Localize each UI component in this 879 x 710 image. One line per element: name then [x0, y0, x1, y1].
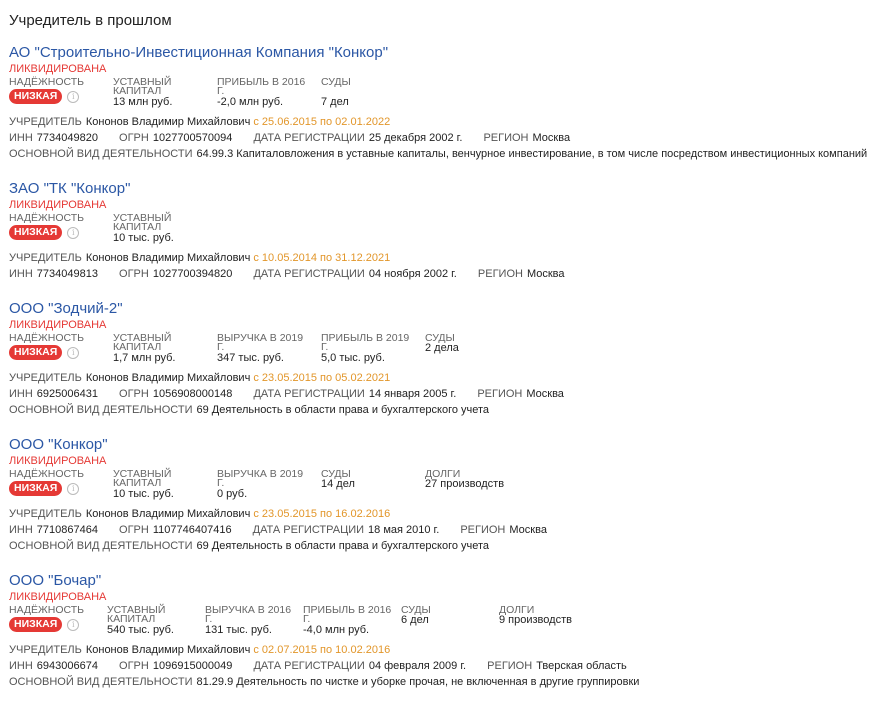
activity-row: ОСНОВНОЙ ВИД ДЕЯТЕЛЬНОСТИ 64.99.3 Капиталовложения в уставные капиталы, венчурное инвестирование, в том числе посредством инвестиционных компаний	[9, 148, 868, 160]
status-label: ЛИКВИДИРОВАНА	[9, 591, 107, 603]
revenue-metric: ВЫРУЧКА В 2019 Г. 0 руб.	[217, 468, 304, 500]
info-icon[interactable]: i	[67, 91, 79, 103]
profit-metric: ПРИБЫЛЬ В 2016 Г. -4,0 млн руб.	[303, 604, 392, 636]
founder-row: УЧРЕДИТЕЛЬ Кононов Владимир Михайлович с 25.06.2015 по 02.01.2022	[9, 116, 391, 128]
capital-metric: УСТАВНЫЙ КАПИТАЛ 1,7 млн руб.	[113, 332, 176, 364]
company-name-link[interactable]: ООО "Бочар"	[9, 572, 102, 589]
founder-period: с 10.05.2014 по 31.12.2021	[253, 252, 391, 264]
reliability-metric: НАДЁЖНОСТЬ НИЗКАЯ i	[9, 76, 85, 102]
reliability-metric: НАДЁЖНОСТЬ НИЗКАЯ i	[9, 468, 85, 494]
metrics-row	[9, 334, 879, 370]
courts-metric: СУДЫ 2 дела	[425, 332, 459, 354]
founder-row: УЧРЕДИТЕЛЬ Кононов Владимир Михайлович с 02.07.2015 по 10.02.2016	[9, 644, 391, 656]
founder-period: с 23.05.2015 по 16.02.2016	[253, 508, 391, 520]
reliability-metric: НАДЁЖНОСТЬ НИЗКАЯ i	[9, 212, 85, 238]
activity-row: ОСНОВНОЙ ВИД ДЕЯТЕЛЬНОСТИ 69 Деятельность в области права и бухгалтерского учета	[9, 404, 490, 416]
registration-row: ИНН 7734049813 ОГРН 1027700394820 ДАТА РЕГИСТРАЦИИ 04 ноября 2002 г. РЕГИОН Москва	[9, 268, 565, 280]
registration-row: ИНН 6943006674 ОГРН 1096915000049 ДАТА РЕГИСТРАЦИИ 04 февраля 2009 г. РЕГИОН Тверская область	[9, 660, 627, 672]
registration-row: ИНН 7710867464 ОГРН 1107746407416 ДАТА РЕГИСТРАЦИИ 18 мая 2010 г. РЕГИОН Москва	[9, 524, 547, 536]
founder-period: с 23.05.2015 по 05.02.2021	[253, 372, 391, 384]
company-card	[9, 44, 879, 162]
founder-row: УЧРЕДИТЕЛЬ Кононов Владимир Михайлович с 10.05.2014 по 31.12.2021	[9, 252, 391, 264]
profit-metric: ПРИБЫЛЬ В 2016 Г. -2,0 млн руб.	[217, 76, 306, 108]
capital-metric: УСТАВНЫЙ КАПИТАЛ 10 тыс. руб.	[113, 212, 174, 244]
capital-metric: УСТАВНЫЙ КАПИТАЛ 10 тыс. руб.	[113, 468, 174, 500]
reliability-metric: НАДЁЖНОСТЬ НИЗКАЯ i	[9, 604, 85, 630]
founder-link[interactable]: Кононов Владимир Михайлович	[85, 508, 251, 520]
company-name-link[interactable]: ЗАО "ТК "Конкор"	[9, 180, 131, 197]
founder-link[interactable]: Кононов Владимир Михайлович	[85, 644, 251, 656]
section-title: Учредитель в прошлом	[9, 12, 172, 29]
courts-metric: СУДЫ 14 дел	[321, 468, 355, 490]
company-card	[9, 180, 879, 282]
reliability-badge: НИЗКАЯ	[9, 89, 62, 104]
founder-period: с 25.06.2015 по 02.01.2022	[253, 116, 391, 128]
reliability-badge: НИЗКАЯ	[9, 225, 62, 240]
debts-metric: ДОЛГИ 27 производств	[425, 468, 505, 490]
founder-row: УЧРЕДИТЕЛЬ Кононов Владимир Михайлович с 23.05.2015 по 16.02.2016	[9, 508, 391, 520]
info-icon[interactable]: i	[67, 619, 79, 631]
founder-link[interactable]: Кононов Владимир Михайлович	[85, 372, 251, 384]
founder-row: УЧРЕДИТЕЛЬ Кононов Владимир Михайлович с 23.05.2015 по 05.02.2021	[9, 372, 391, 384]
revenue-metric: ВЫРУЧКА В 2019 Г. 347 тыс. руб.	[217, 332, 304, 364]
metrics-row	[9, 470, 879, 506]
reliability-badge: НИЗКАЯ	[9, 617, 62, 632]
courts-metric: СУДЫ 6 дел	[401, 604, 431, 626]
founder-link[interactable]: Кононов Владимир Михайлович	[85, 252, 251, 264]
metrics-row	[9, 78, 879, 114]
reliability-metric: НАДЁЖНОСТЬ НИЗКАЯ i	[9, 332, 85, 358]
company-name-link[interactable]: ООО "Зодчий-2"	[9, 300, 123, 317]
info-icon[interactable]: i	[67, 483, 79, 495]
reliability-badge: НИЗКАЯ	[9, 345, 62, 360]
registration-row: ИНН 6925006431 ОГРН 1056908000148 ДАТА РЕГИСТРАЦИИ 14 января 2005 г. РЕГИОН Москва	[9, 388, 564, 400]
activity-row: ОСНОВНОЙ ВИД ДЕЯТЕЛЬНОСТИ 69 Деятельность в области права и бухгалтерского учета	[9, 540, 490, 552]
capital-metric: УСТАВНЫЙ КАПИТАЛ 540 тыс. руб.	[107, 604, 174, 636]
company-card	[9, 300, 879, 418]
debts-metric: ДОЛГИ 9 производств	[499, 604, 572, 626]
status-label: ЛИКВИДИРОВАНА	[9, 199, 107, 211]
activity-row: ОСНОВНОЙ ВИД ДЕЯТЕЛЬНОСТИ 81.29.9 Деятельность по чистке и уборке прочая, не включенная в другие группировки	[9, 676, 640, 688]
courts-metric: СУДЫ 7 дел	[321, 76, 351, 108]
founder-link[interactable]: Кононов Владимир Михайлович	[85, 116, 251, 128]
company-card	[9, 436, 879, 554]
status-label: ЛИКВИДИРОВАНА	[9, 319, 107, 331]
registration-row: ИНН 7734049820 ОГРН 1027700570094 ДАТА РЕГИСТРАЦИИ 25 декабря 2002 г. РЕГИОН Москва	[9, 132, 571, 144]
capital-metric: УСТАВНЫЙ КАПИТАЛ 13 млн руб.	[113, 76, 173, 108]
company-card	[9, 572, 879, 690]
status-label: ЛИКВИДИРОВАНА	[9, 63, 107, 75]
founder-period: с 02.07.2015 по 10.02.2016	[253, 644, 391, 656]
status-label: ЛИКВИДИРОВАНА	[9, 455, 107, 467]
revenue-metric: ВЫРУЧКА В 2016 Г. 131 тыс. руб.	[205, 604, 292, 636]
profit-metric: ПРИБЫЛЬ В 2019 Г. 5,0 тыс. руб.	[321, 332, 410, 364]
company-name-link[interactable]: ООО "Конкор"	[9, 436, 108, 453]
company-name-link[interactable]: АО "Строительно-Инвестиционная Компания "Конкор"	[9, 44, 389, 61]
metrics-row	[9, 606, 879, 642]
info-icon[interactable]: i	[67, 227, 79, 239]
metrics-row	[9, 214, 879, 250]
info-icon[interactable]: i	[67, 347, 79, 359]
reliability-badge: НИЗКАЯ	[9, 481, 62, 496]
